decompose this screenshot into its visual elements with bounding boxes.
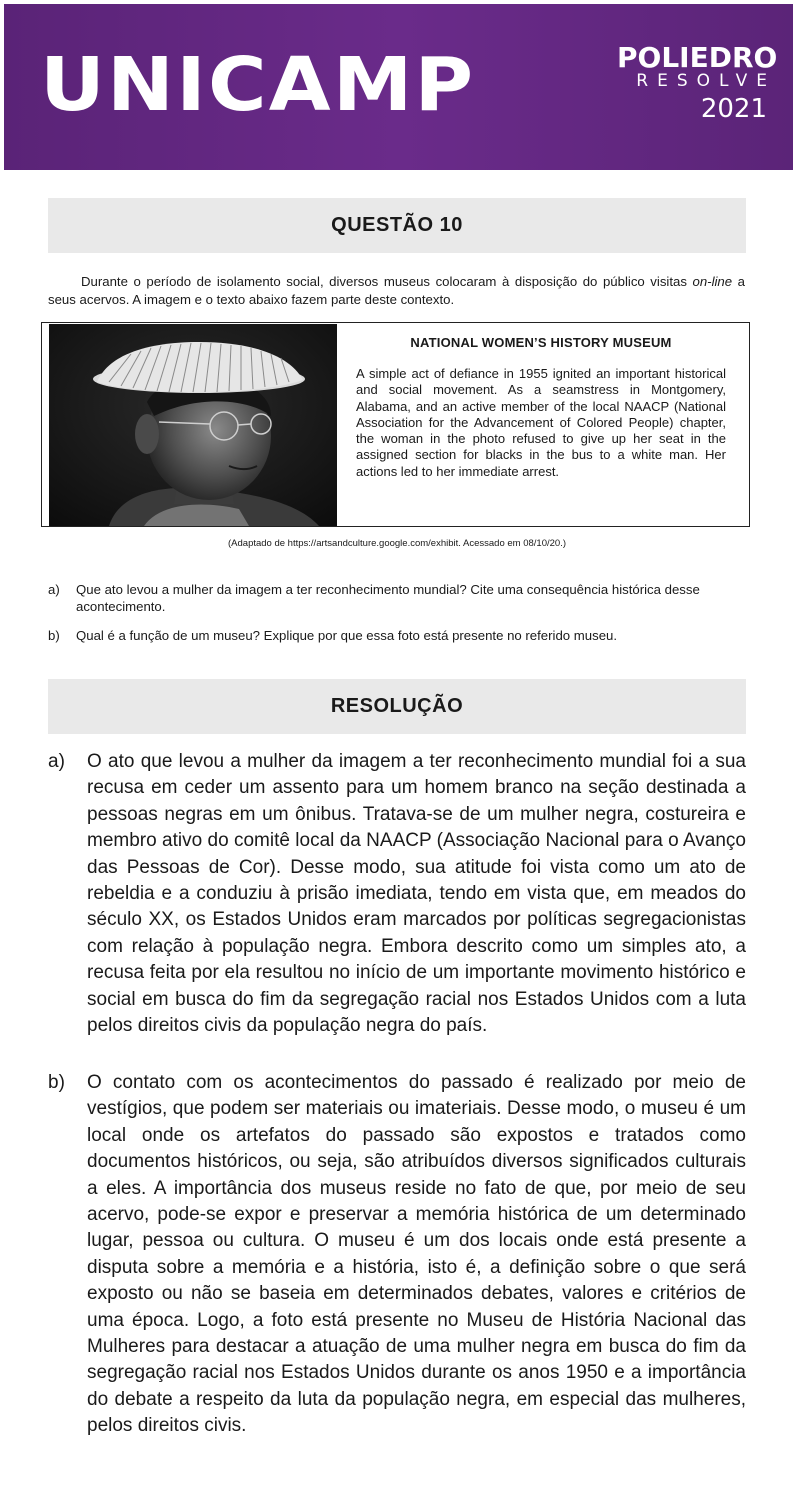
logo-line1: POLIEDRO [617,41,778,74]
resolution-item-a [48,749,746,1039]
figure-body: A simple act of defiance in 1955 ignited an important historical and social movement. As a seamstress in Montgomery, Alabama, and an active member of the local NAACP (National Association for the Advancement of Colored People) chapter, the woman in the photo refused to give up her seat in the assigned section for blacks in the bus to a white man. Her actions led to her immediate arrest. [356,366,726,479]
poliedro-logo [617,41,778,124]
question-intro [48,273,745,309]
logo-line2: RESOLVE [636,71,776,91]
figure-title: NATIONAL WOMEN’S HISTORY MUSEUM [410,335,672,350]
resolution-letter: b) [48,1072,65,1093]
brand-title: UNICAMP [40,42,476,128]
figure-text [356,335,726,480]
intro-text-after: a seus acervos. A imagem e o texto abaixo fazem parte deste contexto. [48,274,746,307]
header-banner [4,4,793,170]
intro-text-before: Durante o período de isolamento social, diversos museus colocaram à disposição do público visitas [81,274,693,289]
resolution-title-bar [48,679,746,734]
resolution-item-b [48,1070,746,1440]
intro-text-italic: on-line [692,274,733,289]
source-citation: (Adaptado de https://artsandculture.google.com/exhibit. Acessado em 08/10/20.) [228,538,566,549]
question-item-b [48,627,746,644]
item-text: Que ato levou a mulher da imagem a ter reconhecimento mundial? Cite uma consequência histórica desse acontecimento. [76,582,700,614]
item-text: Qual é a função de um museu? Explique por que essa foto está presente no referido museu. [76,628,618,643]
question-title: QUESTÃO 10 [331,214,463,236]
resolution-text: O ato que levou a mulher da imagem a ter reconhecimento mundial foi a sua recusa em ceder um assento para um homem branco na seção destinada a pessoas negras em um ônibus. Tratava-se de um mulher negra, costureira e membro ativo do comitê local da NAACP (Associação Nacional para o Avanço das Pessoas de Cor). Desse modo, sua atitude foi vista como um ato de rebeldia e a conduziu à prisão imediata, tendo em vista que, em meados do século XX, os Estados Unidos eram marcados por políticas segregacionistas com relação à população negra. Embora descrito como um simples ato, a recusa feita por ela resultou no início de um importante movimento histórico e social em busca do fim da segregação racial nos Estados Unidos com a luta pelos direitos civis da população negra do país. [87,751,746,1037]
item-letter: b) [48,628,60,643]
year-label: 2021 [700,94,767,124]
woman-photo [49,324,337,526]
resolution-text: O contato com os acontecimentos do passado é realizado por meio de vestígios, que podem ser materiais ou imateriais. Desse modo, o museu é um local onde os artefatos do passado são expostos e tratados como documentos históricos, ou seja, são atribuídos diversos significados culturais a eles. A importância dos museus reside no fato de que, por meio de seu acervo, pode-se expor e preservar a memória histórica de um determinado lugar, pessoa ou cultura. O museu é um dos locais onde está presente a disputa sobre a memória e a história, isto é, a definição sobre o que será exposto ou não se baseia em determinados debates, valores e critérios de uma época. Logo, a foto está presente no Museu de História Nacional das Mulheres para destacar a atuação de uma mulher negra em busca do fim da segregação racial nos Estados Unidos durante os anos 1950 e a importância do debate a respeito da luta da população negra, em especial das mulheres, pelos direitos civis. [87,1072,746,1437]
resolution-letter: a) [48,751,65,772]
question-item-a [48,581,746,615]
item-letter: a) [48,582,60,597]
resolution-title: RESOLUÇÃO [330,695,464,717]
question-title-bar [48,198,746,253]
museum-figure [41,322,750,527]
